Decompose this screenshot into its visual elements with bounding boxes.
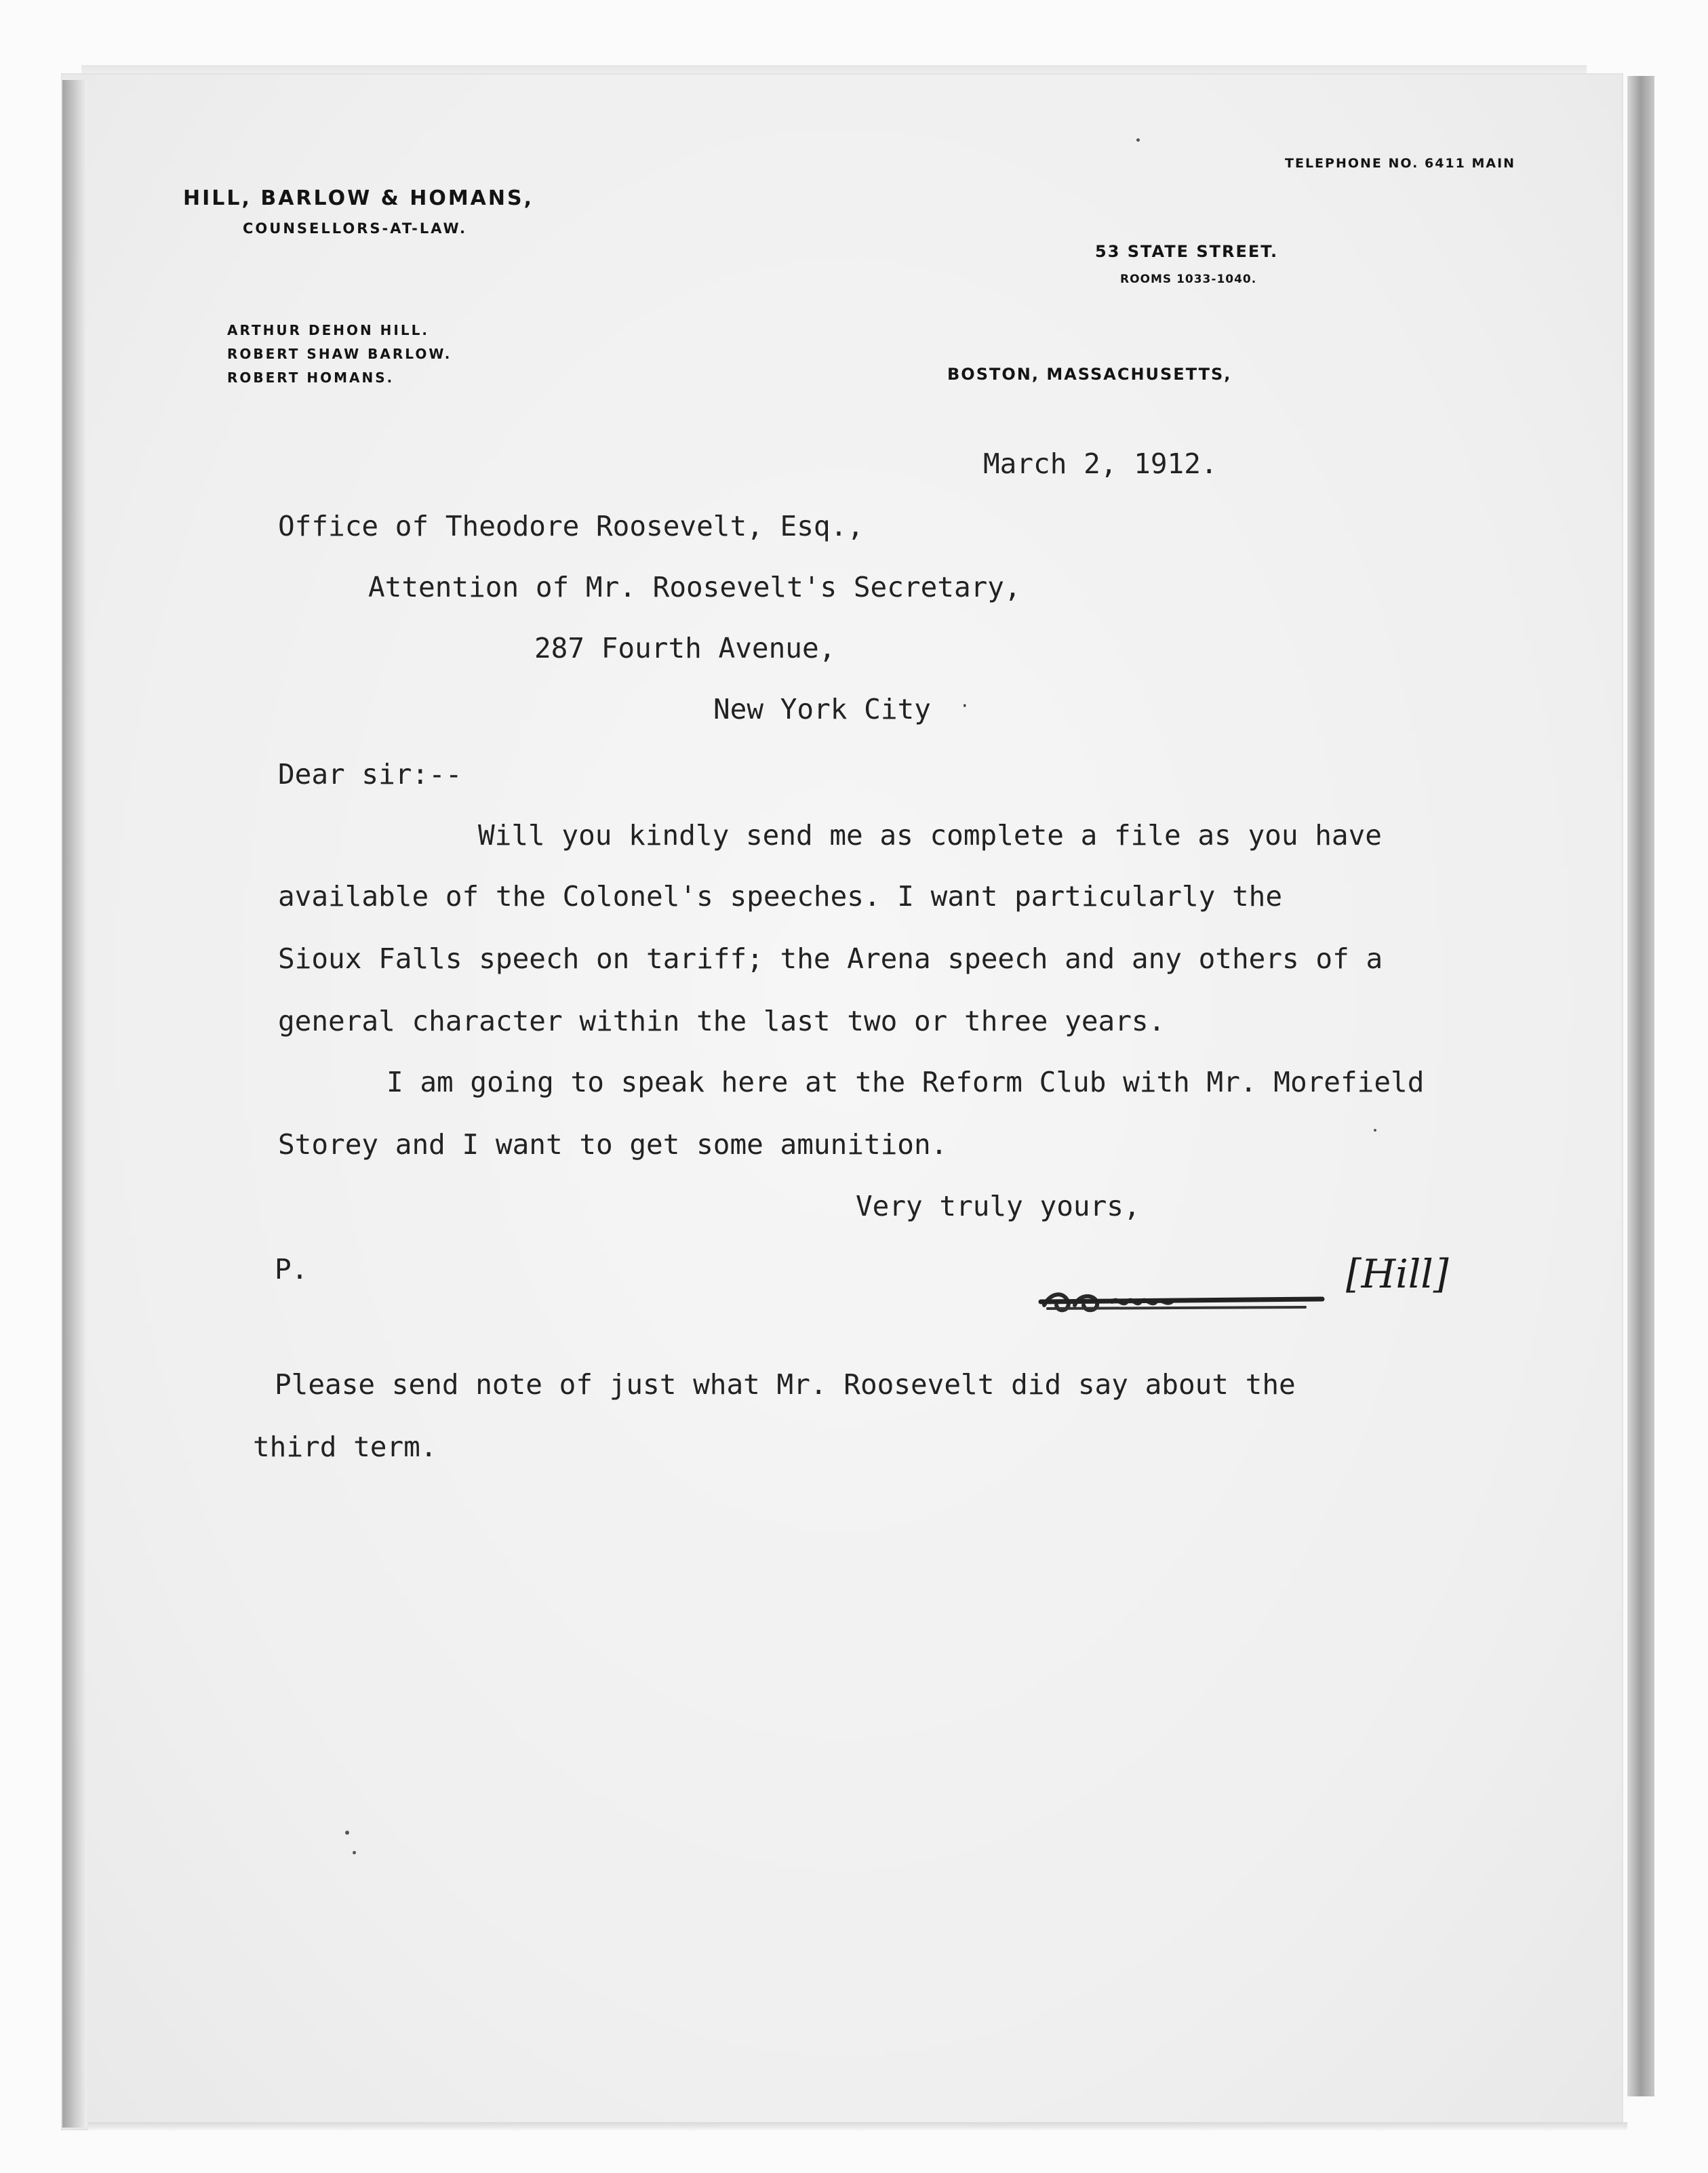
body-line: Sioux Falls speech on tariff; the Arena speech and any others of a — [278, 942, 1383, 975]
body-line: I am going to speak here at the Reform Club with Mr. Morefield — [386, 1066, 1425, 1098]
paper-speck — [1374, 1129, 1376, 1132]
body-line: Will you kindly send me as complete a file as you have — [478, 819, 1382, 852]
paper-speck — [353, 1851, 356, 1854]
postscript-line: Please send note of just what Mr. Roosevelt did say about the — [275, 1368, 1296, 1401]
address-line: Office of Theodore Roosevelt, Esq., — [278, 510, 864, 542]
period-mark: · — [961, 694, 968, 718]
paper-bottom-edge — [88, 2122, 1627, 2130]
signature-scribble — [1037, 1268, 1329, 1322]
address-line: 287 Fourth Avenue, — [534, 632, 836, 664]
city-address: BOSTON, MASSACHUSETTS, — [947, 365, 1232, 384]
letter-date: March 2, 1912. — [983, 447, 1218, 480]
postscript-line: third term. — [253, 1431, 437, 1463]
firm-subtitle: COUNSELLORS-AT-LAW. — [243, 220, 467, 237]
body-line: general character within the last two or three years. — [278, 1005, 1166, 1037]
address-line: New York City — [713, 693, 931, 725]
body-line: Storey and I want to get some amunition. — [278, 1128, 948, 1161]
firm-name: HILL, BARLOW & HOMANS, — [183, 186, 534, 210]
typist-initial: P. — [275, 1253, 309, 1285]
street-address: 53 STATE STREET. — [1095, 242, 1279, 261]
signature-annotation: [Hill] — [1346, 1251, 1449, 1297]
paper-speck — [345, 1831, 349, 1835]
paper-speck — [1136, 138, 1140, 142]
address-line: Attention of Mr. Roosevelt's Secretary, — [368, 571, 1021, 603]
partner-name: ROBERT SHAW BARLOW. — [227, 346, 452, 362]
partner-name: ARTHUR DEHON HILL. — [227, 322, 429, 338]
closing: Very truly yours, — [856, 1190, 1140, 1222]
paper-left-shadow — [62, 80, 87, 2128]
salutation: Dear sir:-- — [278, 758, 462, 791]
room-numbers: ROOMS 1033-1040. — [1120, 273, 1257, 286]
telephone-number: TELEPHONE NO. 6411 MAIN — [1285, 156, 1516, 171]
paper-right-shadow — [1627, 76, 1654, 2096]
partner-name: ROBERT HOMANS. — [227, 370, 395, 386]
body-line: available of the Colonel's speeches. I want particularly the — [278, 880, 1283, 913]
